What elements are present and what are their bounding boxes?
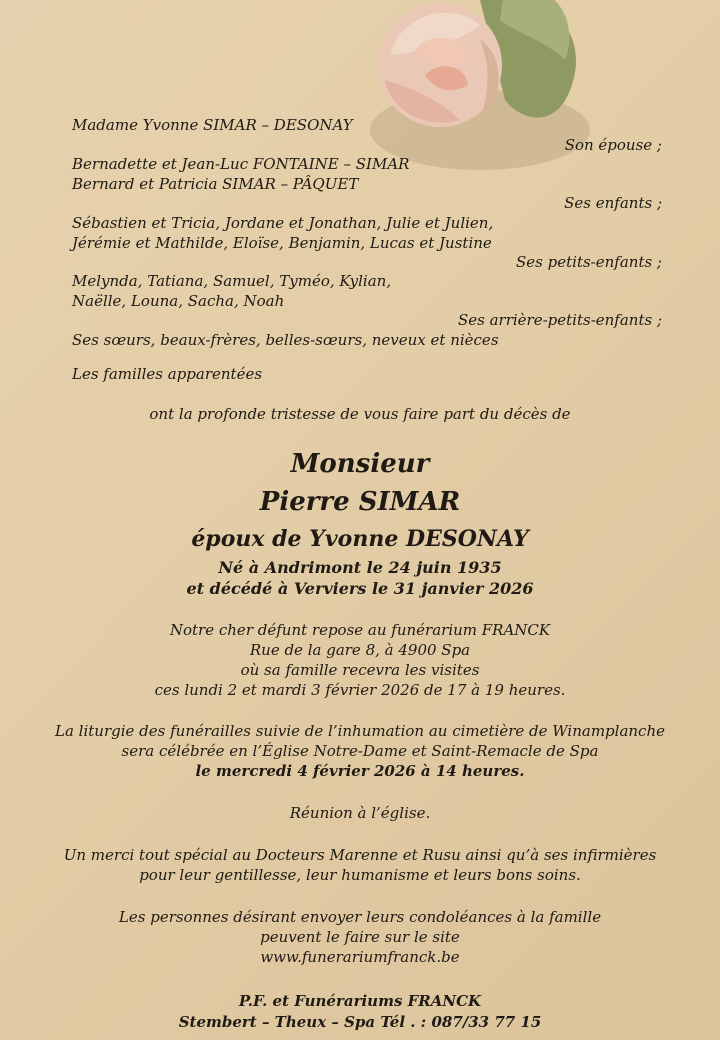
thanks-line-2: pour leur gentillesse, leur humanisme et leurs bons soins. [139,866,581,884]
great-grandchildren-line-1: Melynda, Tatiana, Samuel, Tyméo, Kylian, [72,272,392,290]
deceased-title: Monsieur [290,449,430,479]
deceased-name: Pierre SIMAR [259,487,461,517]
spouse-name: Madame Yvonne SIMAR – DESONAY [72,116,353,134]
visitation-line-2: Rue de la gare 8, à 4900 Spa [249,641,471,659]
footer-company: P.F. et Funérariums FRANCK [238,992,482,1010]
grandchildren-line-2: Jérémie et Mathilde, Eloïse, Benjamin, Lucas et Justine [72,234,492,252]
grandchildren-line-1: Sébastien et Tricia, Jordane et Jonathan, Julie et Julien, [72,214,494,232]
condolences-line-1: Les personnes désirant envoyer leurs condoléances à la famille [118,908,602,926]
birth-line: Né à Andrimont le 24 juin 1935 [218,558,502,577]
visitation-line-3: où sa famille recevra les visites [240,661,480,679]
footer-locations-phone: Stembert – Theux – Spa Tél . : 087/33 77 15 [178,1013,542,1031]
children-label: Ses enfants ; [564,194,662,212]
children-line-1: Bernadette et Jean-Luc FONTAINE – SIMAR [72,155,410,173]
siblings-line: Ses sœurs, beaux-frères, belles-sœurs, neveux et nièces [72,331,499,349]
great-grandchildren-line-2: Naëlle, Louna, Sacha, Noah [72,292,285,310]
death-line: et décédé à Verviers le 31 janvier 2026 [186,579,534,598]
website-text: www.funerariumfranck.be [260,948,460,966]
condolences-line-2: peuvent le faire sur le site [260,928,460,946]
spouse-label: Son épouse ; [564,136,662,154]
grandchildren-label: Ses petits-enfants ; [516,253,662,271]
announcement-line: ont la profonde tristesse de vous faire part du décès de [149,405,571,423]
visitation-line-1: Notre cher défunt repose au funérarium FRANCK [169,621,551,639]
funeral-date-line: le mercredi 4 février 2026 à 14 heures. [195,762,525,780]
related-families-line: Les familles apparentées [72,365,263,383]
funeral-line-2: sera célébrée en l’Église Notre-Dame et Saint-Remacle de Spa [121,742,599,760]
visitation-line-4: ces lundi 2 et mardi 3 février 2026 de 17 à 19 heures. [154,681,566,699]
deceased-spouse-of: époux de Yvonne DESONAY [191,526,529,552]
thanks-line-1: Un merci tout spécial au Docteurs Marenne et Rusu ainsi qu’à ses infirmières [63,846,657,864]
funeral-line-1: La liturgie des funérailles suivie de l’inhumation au cimetière de Winamplanche [55,722,665,740]
children-line-2: Bernard et Patricia SIMAR – PÂQUET [72,175,359,193]
great-grandchildren-label: Ses arrière-petits-enfants ; [457,311,662,329]
reunion-line: Réunion à l’église. [289,804,431,822]
